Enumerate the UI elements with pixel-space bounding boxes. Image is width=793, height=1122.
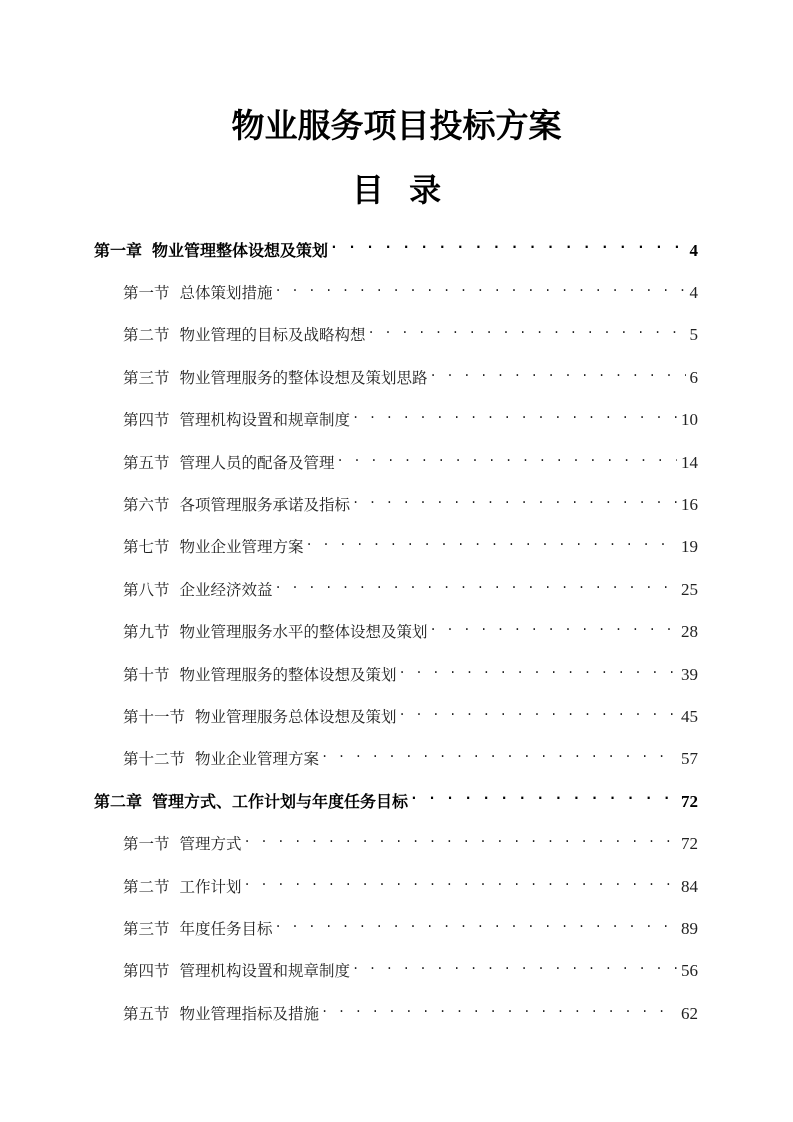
toc-entry-page: 57 bbox=[681, 749, 698, 768]
toc-entry-chapter[interactable] bbox=[94, 783, 698, 811]
toc-entry-section[interactable] bbox=[123, 910, 698, 938]
toc-entry-page: 4 bbox=[689, 241, 698, 260]
dot-leader bbox=[321, 740, 677, 764]
toc-entry-section[interactable] bbox=[123, 740, 698, 768]
toc-entry-number: 第二节 bbox=[123, 878, 170, 896]
toc-entry-page: 39 bbox=[681, 665, 698, 684]
dot-leader bbox=[352, 952, 677, 976]
toc-entry-page: 4 bbox=[689, 283, 698, 302]
toc-entry-number: 第二章 bbox=[94, 792, 143, 811]
dot-leader bbox=[368, 316, 686, 340]
document-title: 物业服务项目投标方案 bbox=[231, 106, 562, 145]
toc-entry-section[interactable] bbox=[123, 571, 698, 599]
toc-entry-chapter[interactable] bbox=[94, 232, 698, 260]
toc-entry-page: 16 bbox=[681, 495, 698, 514]
toc-entry-label: 管理方式、工作计划与年度任务目标 bbox=[152, 792, 409, 811]
toc-entry-page: 28 bbox=[681, 622, 698, 641]
toc-entry-section[interactable] bbox=[123, 698, 698, 726]
toc-entry-label: 物业企业管理方案 bbox=[179, 538, 304, 556]
toc-entry-label: 物业管理服务水平的整体设想及策划 bbox=[179, 623, 428, 641]
toc-entry-page: 6 bbox=[689, 368, 698, 387]
dot-leader bbox=[399, 698, 677, 722]
toc-entry-label: 年度任务目标 bbox=[179, 920, 273, 938]
toc-entry-number: 第二节 bbox=[123, 326, 170, 344]
toc-entry-label: 物业管理服务总体设想及策划 bbox=[195, 708, 397, 726]
toc-entry-section[interactable] bbox=[123, 486, 698, 514]
dot-leader bbox=[244, 825, 677, 849]
toc-entry-label: 物业管理整体设想及策划 bbox=[152, 241, 329, 260]
toc-entry-number: 第九节 bbox=[123, 623, 170, 641]
toc-entry-page: 5 bbox=[689, 325, 698, 344]
toc-entry-label: 物业管理的目标及战略构想 bbox=[179, 326, 366, 344]
toc-entry-label: 物业企业管理方案 bbox=[195, 750, 320, 768]
toc-entry-section[interactable] bbox=[123, 613, 698, 641]
dot-leader bbox=[321, 995, 677, 1019]
toc-entry-section[interactable] bbox=[123, 444, 698, 472]
dot-leader bbox=[352, 486, 677, 510]
toc-entry-section[interactable] bbox=[123, 656, 698, 684]
toc-entry-section[interactable] bbox=[123, 528, 698, 556]
dot-leader bbox=[275, 571, 677, 595]
toc-entry-label: 总体策划措施 bbox=[179, 284, 273, 302]
toc-entry-page: 89 bbox=[681, 919, 698, 938]
toc-entry-section[interactable] bbox=[123, 401, 698, 429]
dot-leader bbox=[244, 868, 677, 892]
toc-entry-page: 19 bbox=[681, 537, 698, 556]
toc-entry-number: 第一节 bbox=[123, 835, 170, 853]
toc-entry-label: 管理人员的配备及管理 bbox=[179, 454, 335, 472]
toc-entry-label: 各项管理服务承诺及指标 bbox=[179, 496, 351, 514]
toc-entry-label: 管理方式 bbox=[179, 835, 242, 853]
toc-entry-section[interactable] bbox=[123, 359, 698, 387]
toc-entry-label: 物业管理指标及措施 bbox=[179, 1005, 320, 1023]
toc-entry-page: 84 bbox=[681, 877, 698, 896]
toc-entry-number: 第五节 bbox=[123, 454, 170, 472]
dot-leader bbox=[306, 528, 677, 552]
toc-entry-label: 物业管理服务的整体设想及策划 bbox=[179, 666, 397, 684]
dot-leader bbox=[430, 613, 677, 637]
toc-entry-label: 企业经济效益 bbox=[179, 581, 273, 599]
dot-leader bbox=[399, 656, 677, 680]
dot-leader bbox=[330, 232, 685, 256]
toc-entry-number: 第四节 bbox=[123, 411, 170, 429]
dot-leader bbox=[352, 401, 677, 425]
toc-entry-section[interactable] bbox=[123, 316, 698, 344]
toc-entry-page: 25 bbox=[681, 580, 698, 599]
dot-leader bbox=[410, 783, 677, 807]
toc-entry-section[interactable] bbox=[123, 995, 698, 1023]
toc-entry-number: 第七节 bbox=[123, 538, 170, 556]
toc-entry-number: 第三节 bbox=[123, 920, 170, 938]
toc-entry-section[interactable] bbox=[123, 274, 698, 302]
toc-entry-page: 62 bbox=[681, 1004, 698, 1023]
toc-entry-number: 第五节 bbox=[123, 1005, 170, 1023]
toc-entry-page: 72 bbox=[681, 792, 698, 811]
dot-leader bbox=[275, 910, 677, 934]
toc-entry-number: 第六节 bbox=[123, 496, 170, 514]
toc-entry-number: 第十一节 bbox=[123, 708, 186, 726]
toc-entry-label: 物业管理服务的整体设想及策划思路 bbox=[179, 369, 428, 387]
toc-entry-page: 72 bbox=[681, 834, 698, 853]
toc-entry-number: 第十二节 bbox=[123, 750, 186, 768]
toc-entry-section[interactable] bbox=[123, 868, 698, 896]
toc-entry-number: 第一节 bbox=[123, 284, 170, 302]
toc-entry-page: 10 bbox=[681, 410, 698, 429]
toc-entry-section[interactable] bbox=[123, 952, 698, 980]
toc-entry-label: 管理机构设置和规章制度 bbox=[179, 411, 351, 429]
toc-entry-number: 第十节 bbox=[123, 666, 170, 684]
toc-entry-number: 第一章 bbox=[94, 241, 143, 260]
dot-leader bbox=[337, 444, 677, 468]
dot-leader bbox=[430, 359, 686, 383]
toc-entry-number: 第四节 bbox=[123, 962, 170, 980]
toc-entry-number: 第三节 bbox=[123, 369, 170, 387]
toc-entry-page: 56 bbox=[681, 961, 698, 980]
toc-entry-section[interactable] bbox=[123, 825, 698, 853]
toc-entry-page: 45 bbox=[681, 707, 698, 726]
dot-leader bbox=[275, 274, 686, 298]
toc-entry-label: 工作计划 bbox=[179, 878, 242, 896]
toc-entry-label: 管理机构设置和规章制度 bbox=[179, 962, 351, 980]
toc-entry-number: 第八节 bbox=[123, 581, 170, 599]
toc-entry-page: 14 bbox=[681, 453, 698, 472]
toc-heading: 目 录 bbox=[351, 171, 442, 209]
